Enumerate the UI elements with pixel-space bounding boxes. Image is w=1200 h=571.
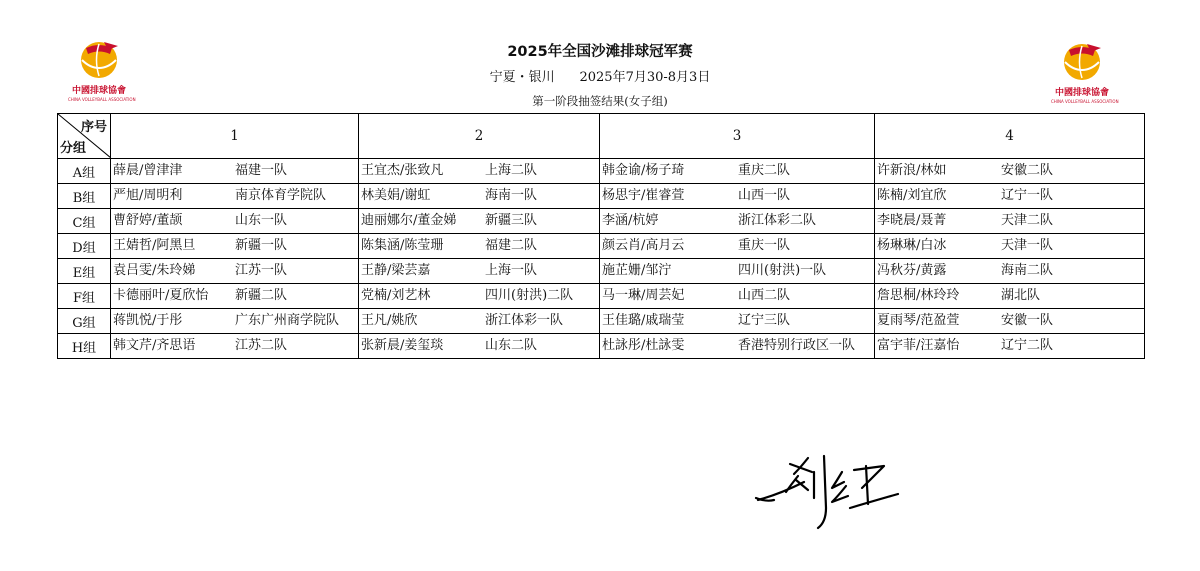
table-header-row (58, 114, 1145, 159)
draw-entry-cell (111, 184, 359, 209)
player-pair: 曹舒婷/董颉 (113, 213, 183, 228)
draw-entry-cell (111, 234, 359, 259)
corner-label-group: 分组 (60, 141, 87, 156)
player-pair: 夏雨琴/范盈萱 (877, 313, 960, 328)
team-name: 山西一队 (738, 188, 791, 203)
event-location-dates (0, 66, 1200, 85)
player-pair: 王佳璐/戚瑞莹 (602, 313, 685, 328)
draw-entry-cell (875, 209, 1145, 234)
team-name: 四川(射洪)二队 (485, 288, 574, 303)
draw-entry-cell (600, 334, 875, 359)
player-pair: 袁吕雯/朱玲娣 (113, 263, 196, 278)
team-name: 福建一队 (235, 163, 288, 178)
draw-entry-cell (600, 209, 875, 234)
team-name: 天津一队 (1001, 238, 1054, 253)
table-row (58, 159, 1145, 184)
draw-entry-cell (600, 284, 875, 309)
team-name: 安徽二队 (1001, 163, 1054, 178)
draw-entry-cell (875, 259, 1145, 284)
draw-entry-cell (359, 284, 600, 309)
team-name: 安徽一队 (1001, 313, 1054, 328)
player-pair: 林美娟/谢虹 (361, 188, 431, 203)
draw-entry-cell (111, 159, 359, 184)
group-label: H组 (58, 334, 111, 359)
player-pair: 杜詠彤/杜詠雯 (602, 338, 685, 353)
team-name: 山东二队 (485, 338, 538, 353)
team-name: 辽宁二队 (1001, 338, 1054, 353)
team-name: 江苏二队 (235, 338, 288, 353)
team-name: 新疆二队 (235, 288, 288, 303)
player-pair: 颜云肖/高月云 (602, 238, 685, 253)
draw-entry-cell (600, 234, 875, 259)
draw-entry-cell (111, 334, 359, 359)
draw-entry-cell (600, 309, 875, 334)
team-name: 上海二队 (485, 163, 538, 178)
player-pair: 王婧哲/阿黑旦 (113, 238, 196, 253)
player-pair: 王凡/姚欣 (361, 313, 418, 328)
player-pair: 许新浪/林如 (877, 163, 947, 178)
table-row (58, 184, 1145, 209)
player-pair: 李涵/杭婷 (602, 213, 659, 228)
column-header: 2 (359, 114, 600, 159)
player-pair: 杨思宇/崔睿萱 (602, 188, 685, 203)
table-row (58, 209, 1145, 234)
page-title: 2025年全国沙滩排球冠军赛 (507, 44, 693, 60)
column-header: 4 (875, 114, 1145, 159)
player-pair: 韩文芹/齐思语 (113, 338, 196, 353)
draw-entry-cell (111, 284, 359, 309)
logo-name-en: CHINA VOLLEYBALL ASSOCIATION (1051, 99, 1119, 104)
player-pair: 薛晨/曾津津 (113, 163, 183, 178)
group-label: C组 (58, 209, 111, 234)
table-row (58, 284, 1145, 309)
draw-entry-cell (359, 209, 600, 234)
group-label: E组 (58, 259, 111, 284)
player-pair: 王宜杰/张致凡 (361, 163, 444, 178)
player-pair: 马一琳/周芸妃 (602, 288, 685, 303)
player-pair: 陈楠/刘宜欣 (877, 188, 947, 203)
logo-name-cn: 中國排球協會 (71, 86, 126, 96)
player-pair: 张新晨/姜玺琰 (361, 338, 444, 353)
draw-entry-cell (359, 184, 600, 209)
team-name: 山东一队 (235, 213, 288, 228)
team-name: 海南二队 (1001, 263, 1054, 278)
table-row (58, 309, 1145, 334)
player-pair: 冯秋芬/黄露 (877, 263, 947, 278)
table-corner-cell (58, 114, 111, 159)
group-label: F组 (58, 284, 111, 309)
corner-label-number: 序号 (80, 120, 107, 135)
team-name: 四川(射洪)一队 (738, 263, 827, 278)
signature-image (750, 452, 910, 532)
event-location: 宁夏・银川 (489, 70, 555, 85)
group-label: B组 (58, 184, 111, 209)
player-pair: 詹思桐/林玲玲 (877, 288, 960, 303)
event-dates: 2025年7月30-8月3日 (579, 70, 711, 85)
draw-entry-cell (875, 309, 1145, 334)
player-pair: 施芷姗/邹泞 (602, 263, 672, 278)
team-name: 重庆二队 (738, 163, 791, 178)
team-name: 浙江体彩一队 (485, 313, 564, 328)
player-pair: 李晓晨/聂菁 (877, 213, 947, 228)
team-name: 新疆三队 (485, 213, 538, 228)
table-row (58, 234, 1145, 259)
player-pair: 富宇菲/汪嘉怡 (877, 338, 960, 353)
player-pair: 韩金谕/杨子琦 (602, 163, 685, 178)
column-header: 1 (111, 114, 359, 159)
logo-name-cn: 中國排球協會 (1054, 88, 1109, 98)
team-name: 浙江体彩二队 (738, 213, 817, 228)
player-pair: 迪丽娜尔/董金娣 (361, 213, 457, 228)
draw-entry-cell (359, 309, 600, 334)
player-pair: 陈集涵/陈莹珊 (361, 238, 444, 253)
draw-table-body (58, 159, 1145, 359)
team-name: 湖北队 (1001, 288, 1041, 303)
team-name: 海南一队 (485, 188, 538, 203)
team-name: 辽宁三队 (738, 313, 791, 328)
player-pair: 杨琳琳/白冰 (877, 238, 947, 253)
draw-entry-cell (359, 234, 600, 259)
draw-entry-cell (111, 209, 359, 234)
logo-name-en: CHINA VOLLEYBALL ASSOCIATION (68, 97, 136, 102)
table-row (58, 334, 1145, 359)
player-pair: 严旭/周明利 (113, 188, 183, 203)
player-pair: 蒋凯悦/于彤 (113, 313, 183, 328)
draw-table (57, 113, 1145, 359)
player-pair: 王静/梁芸嘉 (361, 263, 431, 278)
draw-entry-cell (359, 159, 600, 184)
team-name: 天津二队 (1001, 213, 1054, 228)
team-name: 江苏一队 (235, 263, 288, 278)
team-name: 辽宁一队 (1001, 188, 1054, 203)
draw-entry-cell (875, 234, 1145, 259)
draw-entry-cell (600, 259, 875, 284)
team-name: 山西二队 (738, 288, 791, 303)
team-name: 广东广州商学院队 (235, 313, 340, 328)
table-row (58, 259, 1145, 284)
player-pair: 卡德丽叶/夏欣怡 (113, 288, 209, 303)
draw-entry-cell (111, 309, 359, 334)
team-name: 香港特别行政区一队 (738, 338, 856, 353)
team-name: 重庆一队 (738, 238, 791, 253)
draw-entry-cell (600, 184, 875, 209)
team-name: 福建二队 (485, 238, 538, 253)
team-name: 上海一队 (485, 263, 538, 278)
draw-entry-cell (875, 184, 1145, 209)
draw-entry-cell (111, 259, 359, 284)
draw-entry-cell (875, 159, 1145, 184)
group-label: G组 (58, 309, 111, 334)
draw-entry-cell (875, 284, 1145, 309)
draw-entry-cell (875, 334, 1145, 359)
draw-entry-cell (359, 334, 600, 359)
team-name: 新疆一队 (235, 238, 288, 253)
column-header: 3 (600, 114, 875, 159)
group-label: A组 (58, 159, 111, 184)
group-label: D组 (58, 234, 111, 259)
team-name: 南京体育学院队 (235, 188, 327, 203)
player-pair: 党楠/刘艺林 (361, 288, 431, 303)
draw-entry-cell (359, 259, 600, 284)
stage-subtitle: 第一阶段抽签结果(女子组) (532, 94, 668, 108)
draw-entry-cell (600, 159, 875, 184)
